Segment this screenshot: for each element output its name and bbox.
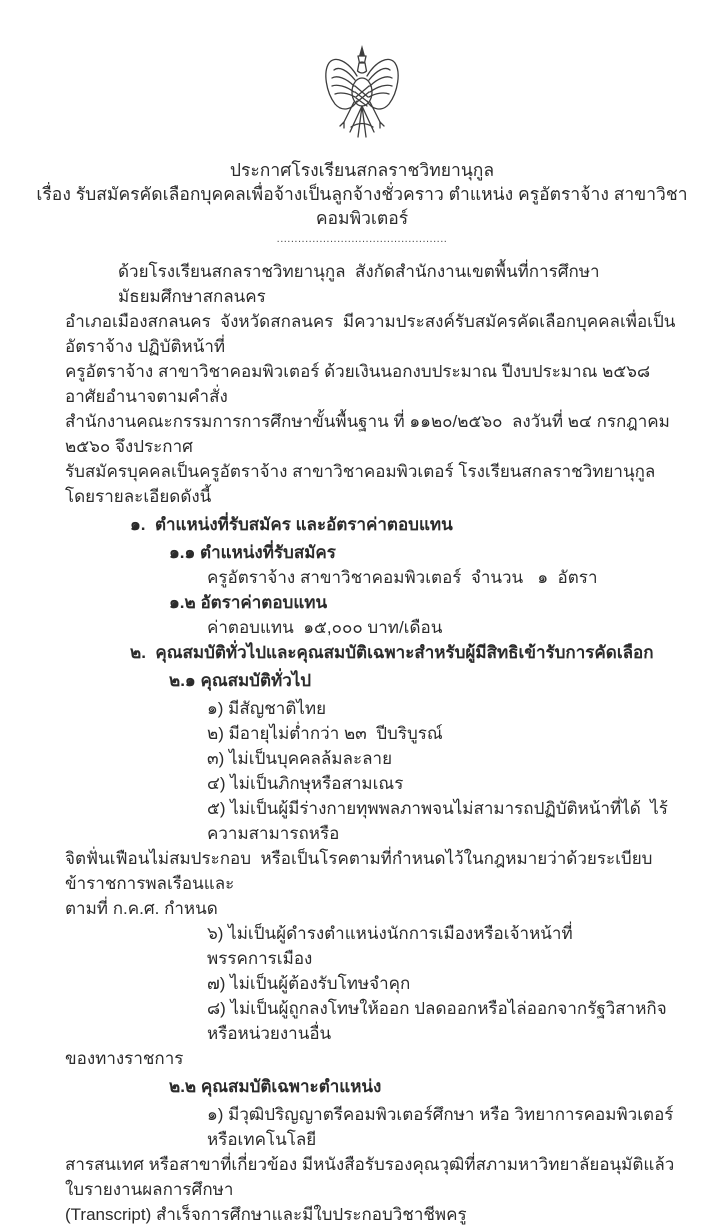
- intro-line-4: สำนักงานคณะกรรมการการศึกษาขั้นพื้นฐาน ที่ ๑๑๒๐/๒๕๖๐ ลงวันที่ ๒๔ กรกฎาคม ๒๕๖๐ จึงประกาศ: [65, 412, 675, 456]
- section-1-2-heading: ๑.๒ อัตราค่าตอบแทน: [169, 593, 328, 612]
- general-qualification-1: ๑) มีสัญชาติไทย: [207, 699, 327, 718]
- intro-line-5: รับสมัครบุคคลเป็นครูอัตราจ้าง สาขาวิชาคอมพิวเตอร์ โรงเรียนสกลราชวิทยานุกูล โดยรายละเอียดดังนี้: [65, 462, 661, 506]
- general-qualification-6: ๖) ไม่เป็นผู้ดำรงตำแหน่งนักการเมืองหรือเจ้าหน้าที่พรรคการเมือง: [207, 924, 573, 968]
- salary-detail-line: ค่าตอบแทน ๑๕,๐๐๐ บาท/เดือน: [207, 618, 443, 637]
- document-header: [0, 158, 724, 246]
- position-detail-line: ครูอัตราจ้าง สาขาวิชาคอมพิวเตอร์ จำนวน ๑ อัตรา: [207, 568, 598, 587]
- section-2-heading: ๒. คุณสมบัติทั่วไปและคุณสมบัติเฉพาะสำหรับผู้มีสิทธิเข้ารับการคัดเลือก: [130, 643, 654, 662]
- general-qualification-5-cont-2: ตามที่ ก.ค.ศ. กำหนด: [65, 899, 218, 918]
- specific-qualification-1-cont-2: (Transcript) สำเร็จการศึกษาและมีใบประกอบวิชาชีพครู: [65, 1205, 467, 1224]
- general-qualification-4: ๔) ไม่เป็นภิกษุหรือสามเณร: [207, 774, 404, 793]
- specific-qualification-1: ๑) มีวุฒิปริญญาตรีคอมพิวเตอร์ศึกษา หรือ วิทยาการคอมพิวเตอร์ หรือเทคโนโลยี: [207, 1105, 679, 1149]
- general-qualification-8-cont: ของทางราชการ: [65, 1049, 184, 1068]
- document-title: ประกาศโรงเรียนสกลราชวิทยานุกูล: [229, 160, 495, 180]
- emblem-container: [0, 0, 724, 142]
- section-2-1-heading: ๒.๑ คุณสมบัติทั่วไป: [169, 671, 312, 690]
- document-body: [65, 259, 680, 1227]
- general-qualification-5-cont-1: จิตฟั่นเฟือนไม่สมประกอบ หรือเป็นโรคตามที่กำหนดไว้ในกฎหมายว่าด้วยระเบียบข้าราชการพลเรือนและ: [65, 849, 653, 893]
- dotted-divider: ................................................: [276, 233, 448, 245]
- general-qualification-8: ๘) ไม่เป็นผู้ถูกลงโทษให้ออก ปลดออกหรือไล่ออกจากรัฐวิสาหกิจหรือหน่วยงานอื่น: [207, 999, 667, 1043]
- intro-line-2: อำเภอเมืองสกลนคร จังหวัดสกลนคร มีความประสงค์รับสมัครคัดเลือกบุคคลเพื่อเป็นอัตราจ้าง ปฏิบัติหน้าที่: [65, 312, 676, 356]
- intro-line-3: ครูอัตราจ้าง สาขาวิชาคอมพิวเตอร์ ด้วยเงินนอกงบประมาณ ปีงบประมาณ ๒๕๖๘ อาศัยอำนาจตามคำสั่ง: [65, 362, 660, 406]
- section-1-1-heading: ๑.๑ ตำแหน่งที่รับสมัคร: [169, 543, 336, 562]
- general-qualification-2: ๒) มีอายุไม่ต่ำกว่า ๒๓ ปีบริบูรณ์: [207, 724, 443, 743]
- specific-qualification-1-cont-1: สารสนเทศ หรือสาขาที่เกี่ยวข้อง มีหนังสือรับรองคุณวุฒิที่สภามหาวิทยาลัยอนุมัติแล้ว ใบรายงานผลการศึกษา: [65, 1155, 680, 1199]
- section-1-heading: ๑. ตำแหน่งที่รับสมัคร และอัตราค่าตอบแทน: [130, 515, 453, 534]
- general-qualification-3: ๓) ไม่เป็นบุคคลล้มละลาย: [207, 749, 393, 768]
- document-subject: เรื่อง รับสมัครคัดเลือกบุคคลเพื่อจ้างเป็นลูกจ้างชั่วคราว ตำแหน่ง ครูอัตราจ้าง สาขาวิชาคอมพิวเตอร์: [36, 184, 688, 228]
- general-qualification-7: ๗) ไม่เป็นผู้ต้องรับโทษจำคุก: [207, 974, 411, 993]
- garuda-emblem: [322, 44, 402, 142]
- section-2-2-heading: ๒.๒ คุณสมบัติเฉพาะตำแหน่ง: [169, 1077, 382, 1096]
- general-qualification-5: ๕) ไม่เป็นผู้มีร่างกายทุพพลภาพจนไม่สามารถปฏิบัติหน้าที่ได้ ไร้ความสามารถหรือ: [207, 799, 668, 843]
- intro-line-1: ด้วยโรงเรียนสกลราชวิทยานุกูล สังกัดสำนักงานเขตพื้นที่การศึกษามัธยมศึกษาสกลนคร: [118, 262, 600, 306]
